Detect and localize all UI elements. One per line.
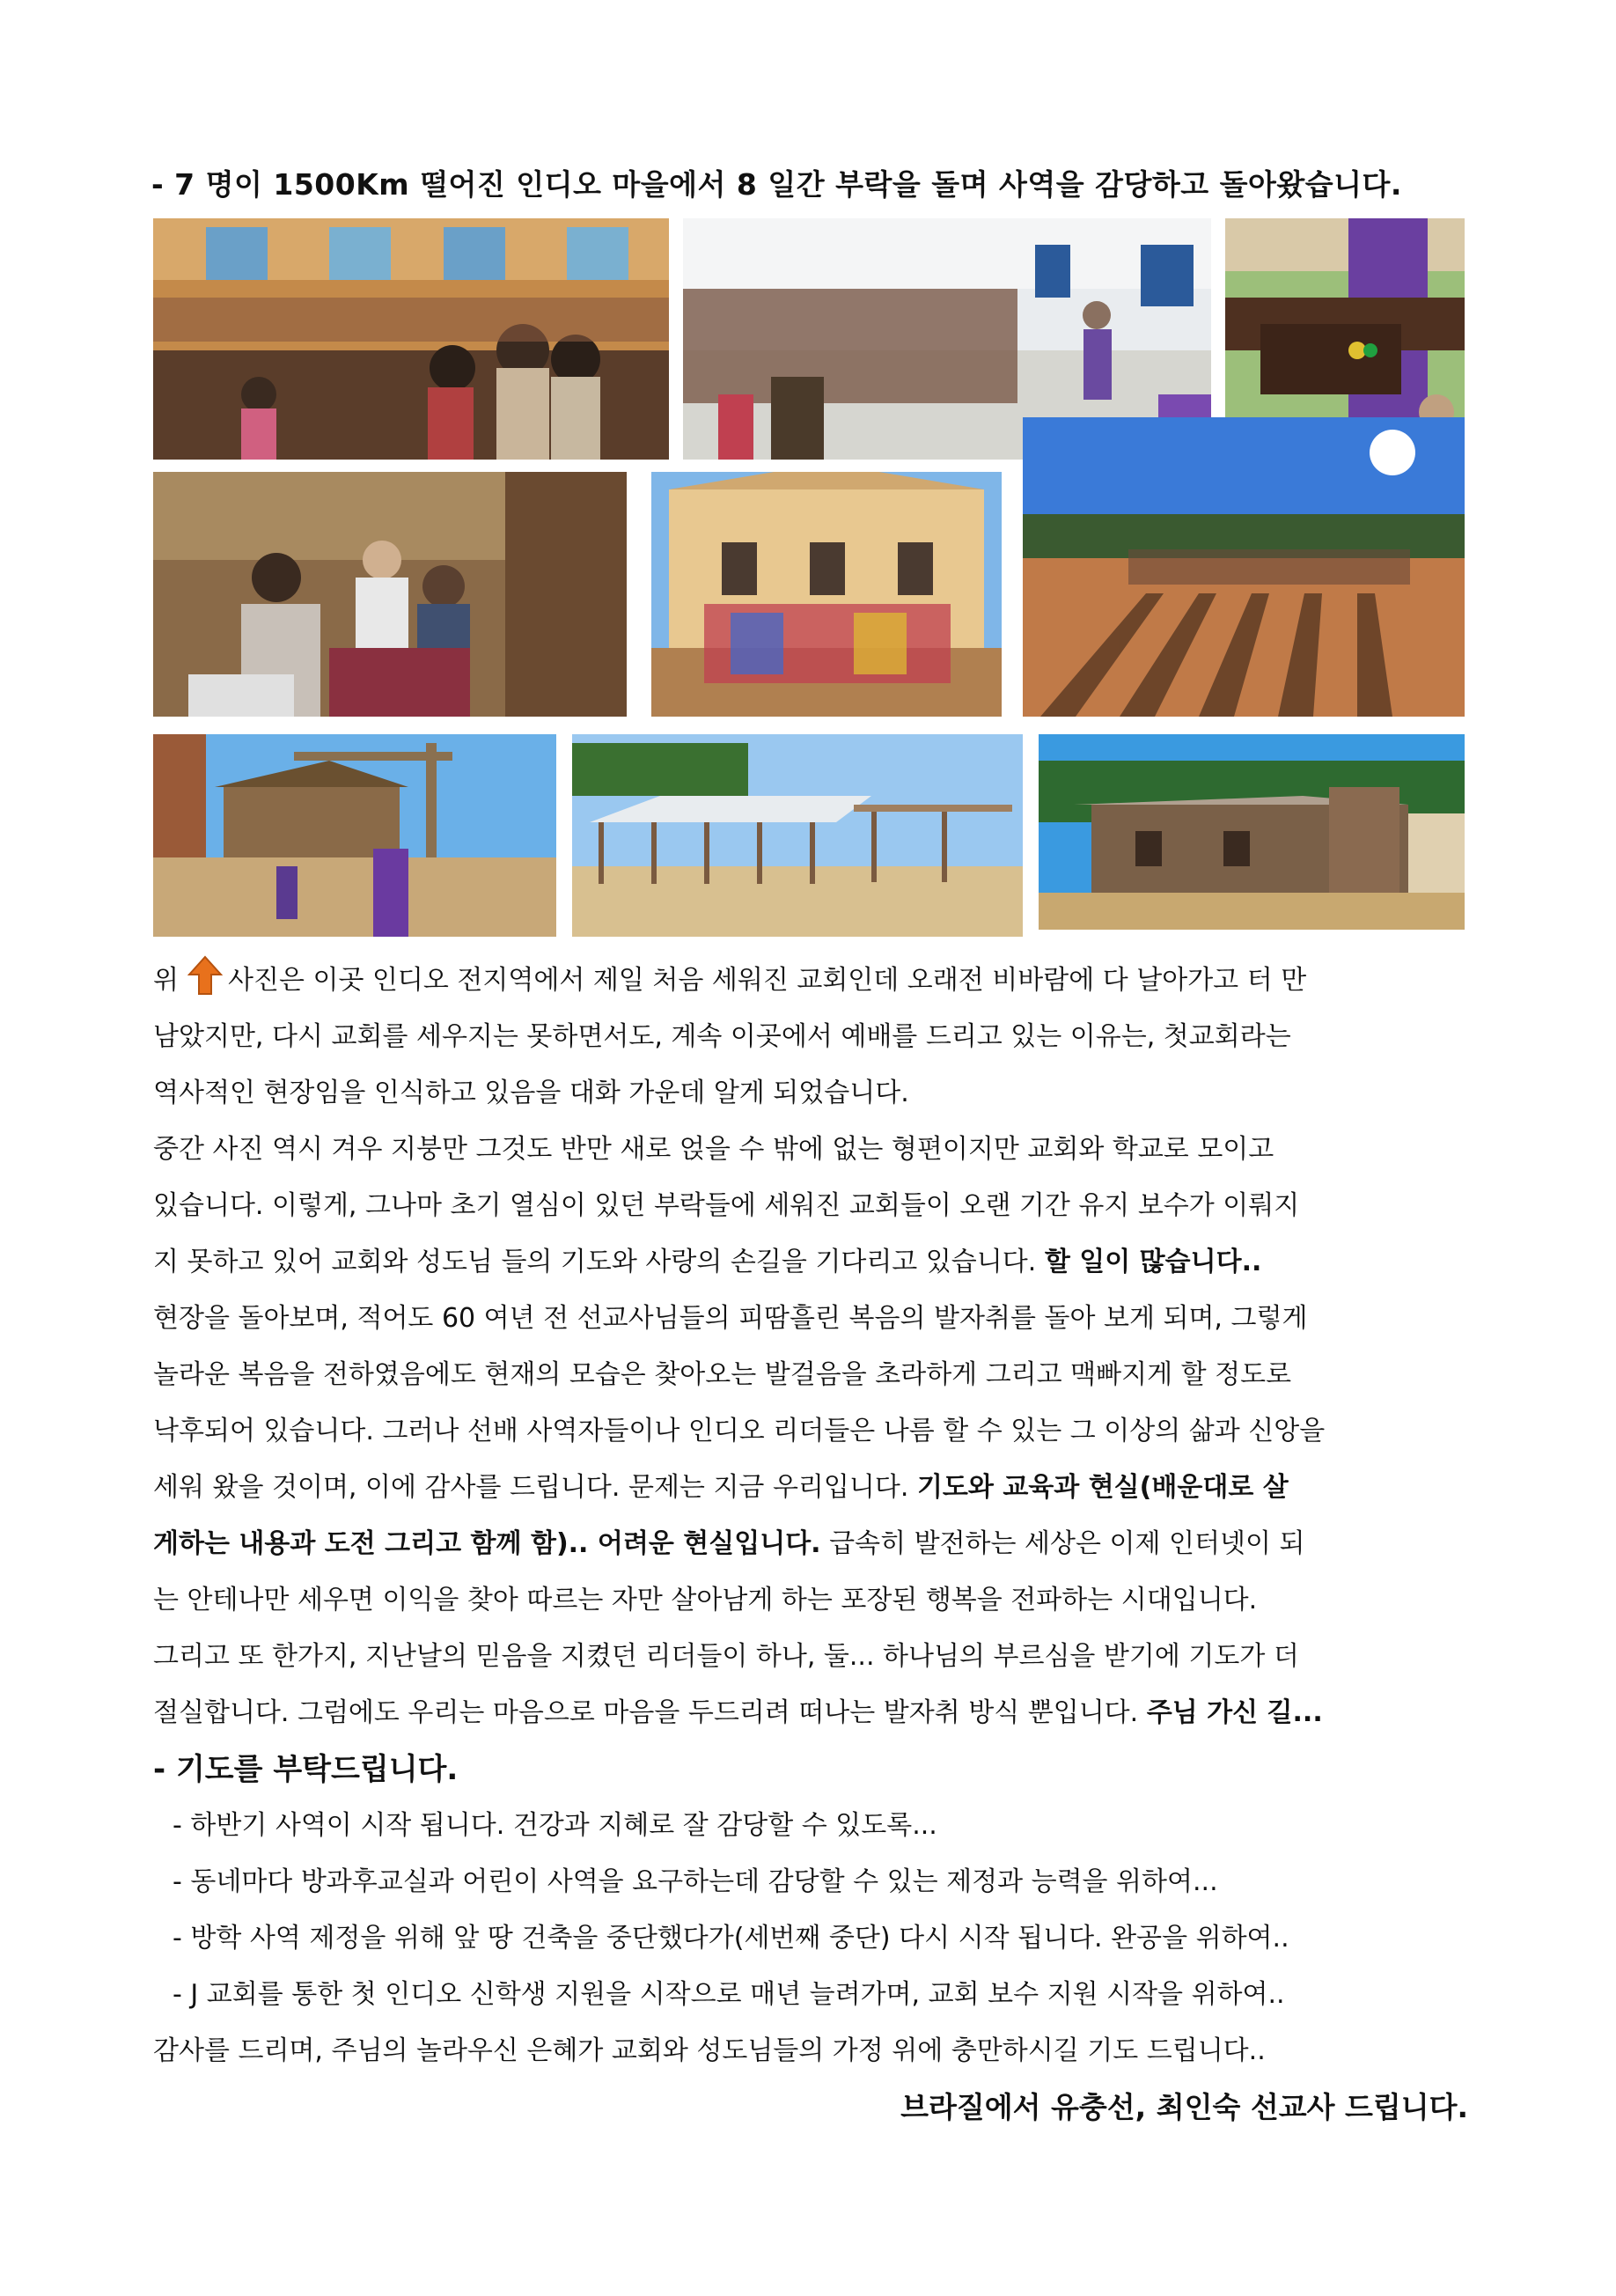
body-line: 남았지만, 다시 교회를 세우지는 못하면서도, 계속 이곳에서 예배를 드리고 있는 이유는, 첫교회라는 — [153, 1021, 1291, 1052]
body-line — [153, 953, 1468, 1009]
photo-icon — [1023, 417, 1465, 717]
body-text-fragment: 위 — [153, 965, 179, 996]
photo-icon — [651, 472, 1002, 717]
photo-church-gathering — [153, 218, 669, 460]
page-headline: - 7 명이 1500Km 떨어진 인디오 마을에서 8 일간 부락을 돌며 사역을 감당하고 돌아왔습니다. — [151, 167, 1402, 202]
body-text-fragment: 절실합니다. 그럼에도 우리는 마음으로 마음을 두드리려 떠나는 발자취 방식 뿐입니다. — [153, 1697, 1139, 1728]
body-line: 낙후되어 있습니다. 그러나 선배 사역자들이나 인디오 리더들은 나름 할 수 있는 그 이상의 삶과 신앙을 — [153, 1416, 1326, 1446]
photo-icon — [153, 218, 669, 460]
emphasis-text: 게하는 내용과 도전 그리고 함께 함).. 어려운 현실입니다. — [153, 1528, 821, 1559]
body-line: 있습니다. 이렇게, 그나마 초기 열심이 있던 부락들에 세워진 교회들이 오랜 기간 유지 보수가 이뤄지 — [153, 1190, 1300, 1221]
photo-children-circle-sunset — [1023, 417, 1465, 717]
photo-icon — [153, 734, 556, 937]
body-text-fragment: 세워 왔을 것이며, 이에 감사를 드립니다. 문제는 지금 우리입니다. — [153, 1472, 909, 1503]
photo-open-roof-shelter — [572, 734, 1023, 937]
body-line: 현장을 돌아보며, 적어도 60 여년 전 선교사님들의 피땀흘린 복음의 발자취를 돌아 보게 되며, 그렇게 — [153, 1303, 1308, 1334]
prayer-item: - 동네마다 방과후교실과 어린이 사역을 요구하는데 감당할 수 있는 제정과 능력을 위하여... — [173, 1866, 1218, 1897]
prayer-item: - 하반기 사역이 시작 됩니다. 건강과 지혜로 잘 감당할 수 있도록... — [173, 1810, 937, 1841]
photo-icon — [153, 472, 627, 717]
body-line — [153, 1685, 1468, 1741]
up-arrow-icon — [187, 955, 223, 1009]
body-text-fragment: 지 못하고 있어 교회와 성도님 들의 기도와 사랑의 손길을 기다리고 있습니다. — [153, 1247, 1037, 1277]
body-line — [153, 1234, 1468, 1291]
emphasis-text: 할 일이 많습니다.. — [1044, 1247, 1262, 1277]
body-line — [153, 1516, 1468, 1572]
emphasis-text: 주님 가신 길... — [1146, 1697, 1323, 1728]
photo-icon — [572, 734, 1023, 937]
body-line: 그리고 또 한가지, 지난날의 믿음을 지켰던 리더들이 하나, 둘... 하나님의 부르심을 받기에 기도가 더 — [153, 1641, 1299, 1672]
photo-ruined-church — [153, 734, 556, 937]
body-line: 역사적인 현장임을 인식하고 있음을 대화 가운데 알게 되었습니다. — [153, 1078, 909, 1108]
body-line — [153, 1460, 1468, 1516]
photo-icon — [1039, 734, 1465, 930]
signature: 브라질에서 유충선, 최인숙 선교사 드립니다. — [900, 2090, 1468, 2124]
body-line: 중간 사진 역시 겨우 지붕만 그것도 반만 새로 얹을 수 밖에 없는 형편이지만 교회와 학교로 모이고 — [153, 1134, 1274, 1165]
emphasis-text: 기도와 교육과 현실(배운대로 살 — [916, 1472, 1289, 1503]
photo-prayer-in-hut — [153, 472, 627, 717]
prayer-title: - 기도를 부탁드립니다. — [153, 1752, 459, 1787]
body-line: 는 안테나만 세우면 이익을 찾아 따르는 자만 살아남게 하는 포장된 행복을 전파하는 시대입니다. — [153, 1585, 1258, 1615]
photo-children-at-church — [651, 472, 1002, 717]
prayer-item: - 방학 사역 제정을 위해 앞 땅 건축을 중단했다가(세번째 중단) 다시 시작 됩니다. 완공을 위하여.. — [173, 1923, 1289, 1954]
photo-wooden-building — [1039, 734, 1465, 930]
prayer-item: - J 교회를 통한 첫 인디오 신학생 지원을 시작으로 매년 늘려가며, 교회 보수 지원 시작을 위하여.. — [173, 1979, 1285, 2010]
body-text — [153, 953, 1468, 2136]
body-line: 놀라운 복음을 전하였음에도 현재의 모습은 찾아오는 발걸음을 초라하게 그리고 맥빠지게 할 정도로 — [153, 1359, 1292, 1390]
closing-text: 감사를 드리며, 주님의 놀라우신 은혜가 교회와 성도님들의 가정 위에 충만하시길 기도 드립니다.. — [153, 2035, 1266, 2066]
body-text-fragment: 급속히 발전하는 세상은 이제 인터넷이 되 — [829, 1528, 1305, 1559]
body-text-fragment: 사진은 이곳 인디오 전지역에서 제일 처음 세워진 교회인데 오래전 비바람에 다 날아가고 터 만 — [227, 965, 1307, 996]
